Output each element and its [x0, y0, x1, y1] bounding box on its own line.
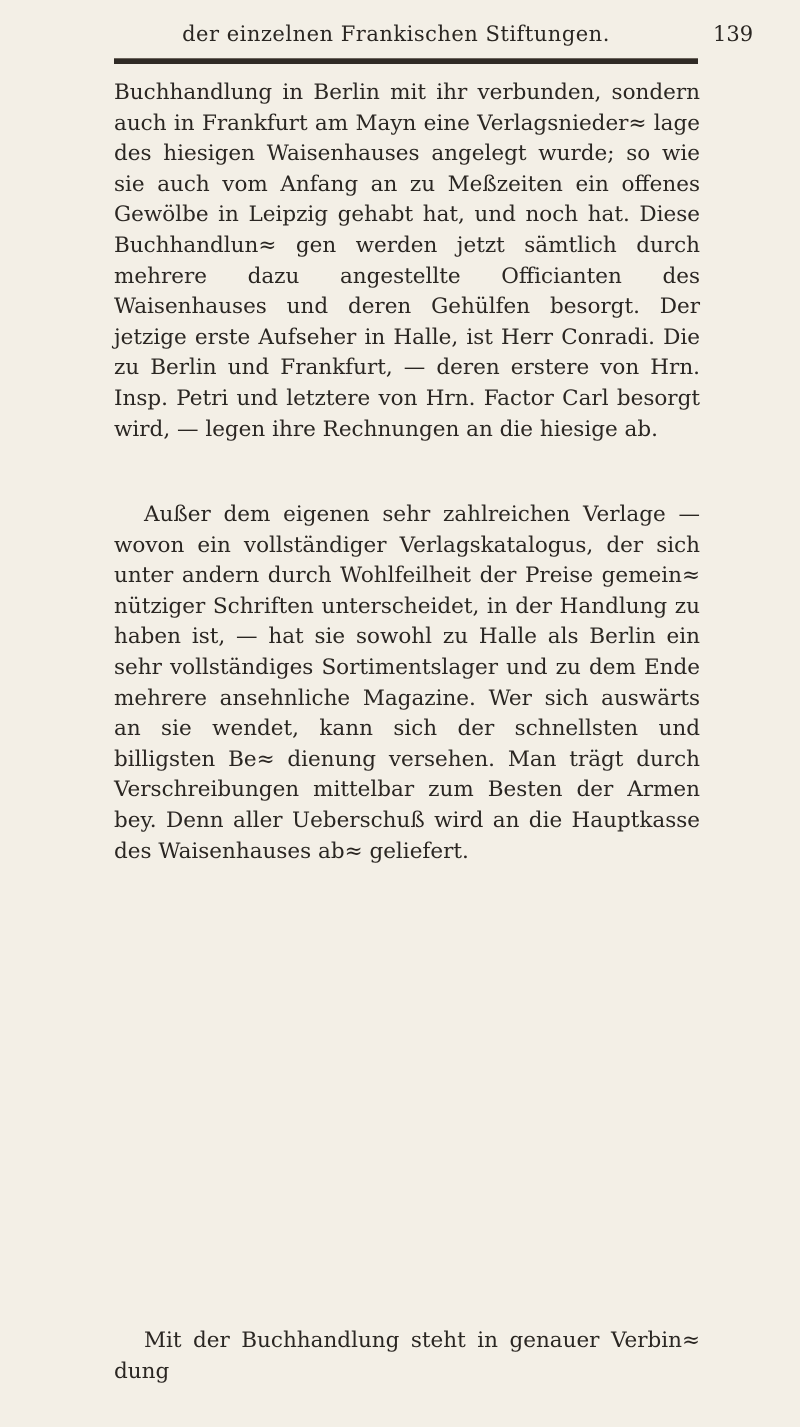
page-number: 139 — [713, 22, 754, 46]
paragraph-text: Buchhandlung in Berlin mit ihr verbunden, sondern auch in Frankfurt am Mayn eine Verlagsnieder≈ lage des hiesigen Waisenhauses angelegt wurde; so wie sie auch vom Anfang an zu Meßzeiten ein offenes Gewölbe in Leipzig gehabt hat, und noch hat. Diese Buchhandlun≈ gen werden jetzt sämtlich durch mehrere dazu angestellte Officianten des Waisenhauses und deren Gehülfen besorgt. Der jetzige erste Aufseher in Halle, ist Herr Conradi. Die zu Berlin und Frankfurt, — deren erstere von Hrn. Insp. Petri und letztere von Hrn. Factor Carl besorgt wird, — legen ihre Rechnungen an die hiesige ab. — [114, 80, 700, 442]
paragraph-3 — [114, 1326, 700, 1387]
paragraph-text: Außer dem eigenen sehr zahlreichen Verlage — wovon ein vollständiger Verlagskatalogus, der sich unter andern durch Wohlfeilheit der Preise gemein≈ nütziger Schriften unterscheidet, in der Handlung zu haben ist, — hat sie sowohl zu Halle als Berlin ein sehr vollständiges Sortimentslager und zu dem Ende mehrere ansehnliche Magazine. Wer sich auswärts an sie wendet, kann sich der schnellsten und billigsten Be≈ dienung versehen. Man trägt durch Verschreibungen mittelbar zum Besten der Armen bey. Denn aller Ueberschuß wird an die Hauptkasse des Waisenhauses ab≈ geliefert. — [114, 502, 700, 864]
paragraph-text: Mit der Buchhandlung steht in genauer Verbin≈ dung — [114, 1328, 700, 1384]
paragraph-1 — [114, 78, 700, 445]
running-title: der einzelnen Frankischen Stiftungen. — [182, 22, 610, 46]
paragraph-2 — [114, 500, 700, 867]
header-rule — [114, 58, 698, 64]
